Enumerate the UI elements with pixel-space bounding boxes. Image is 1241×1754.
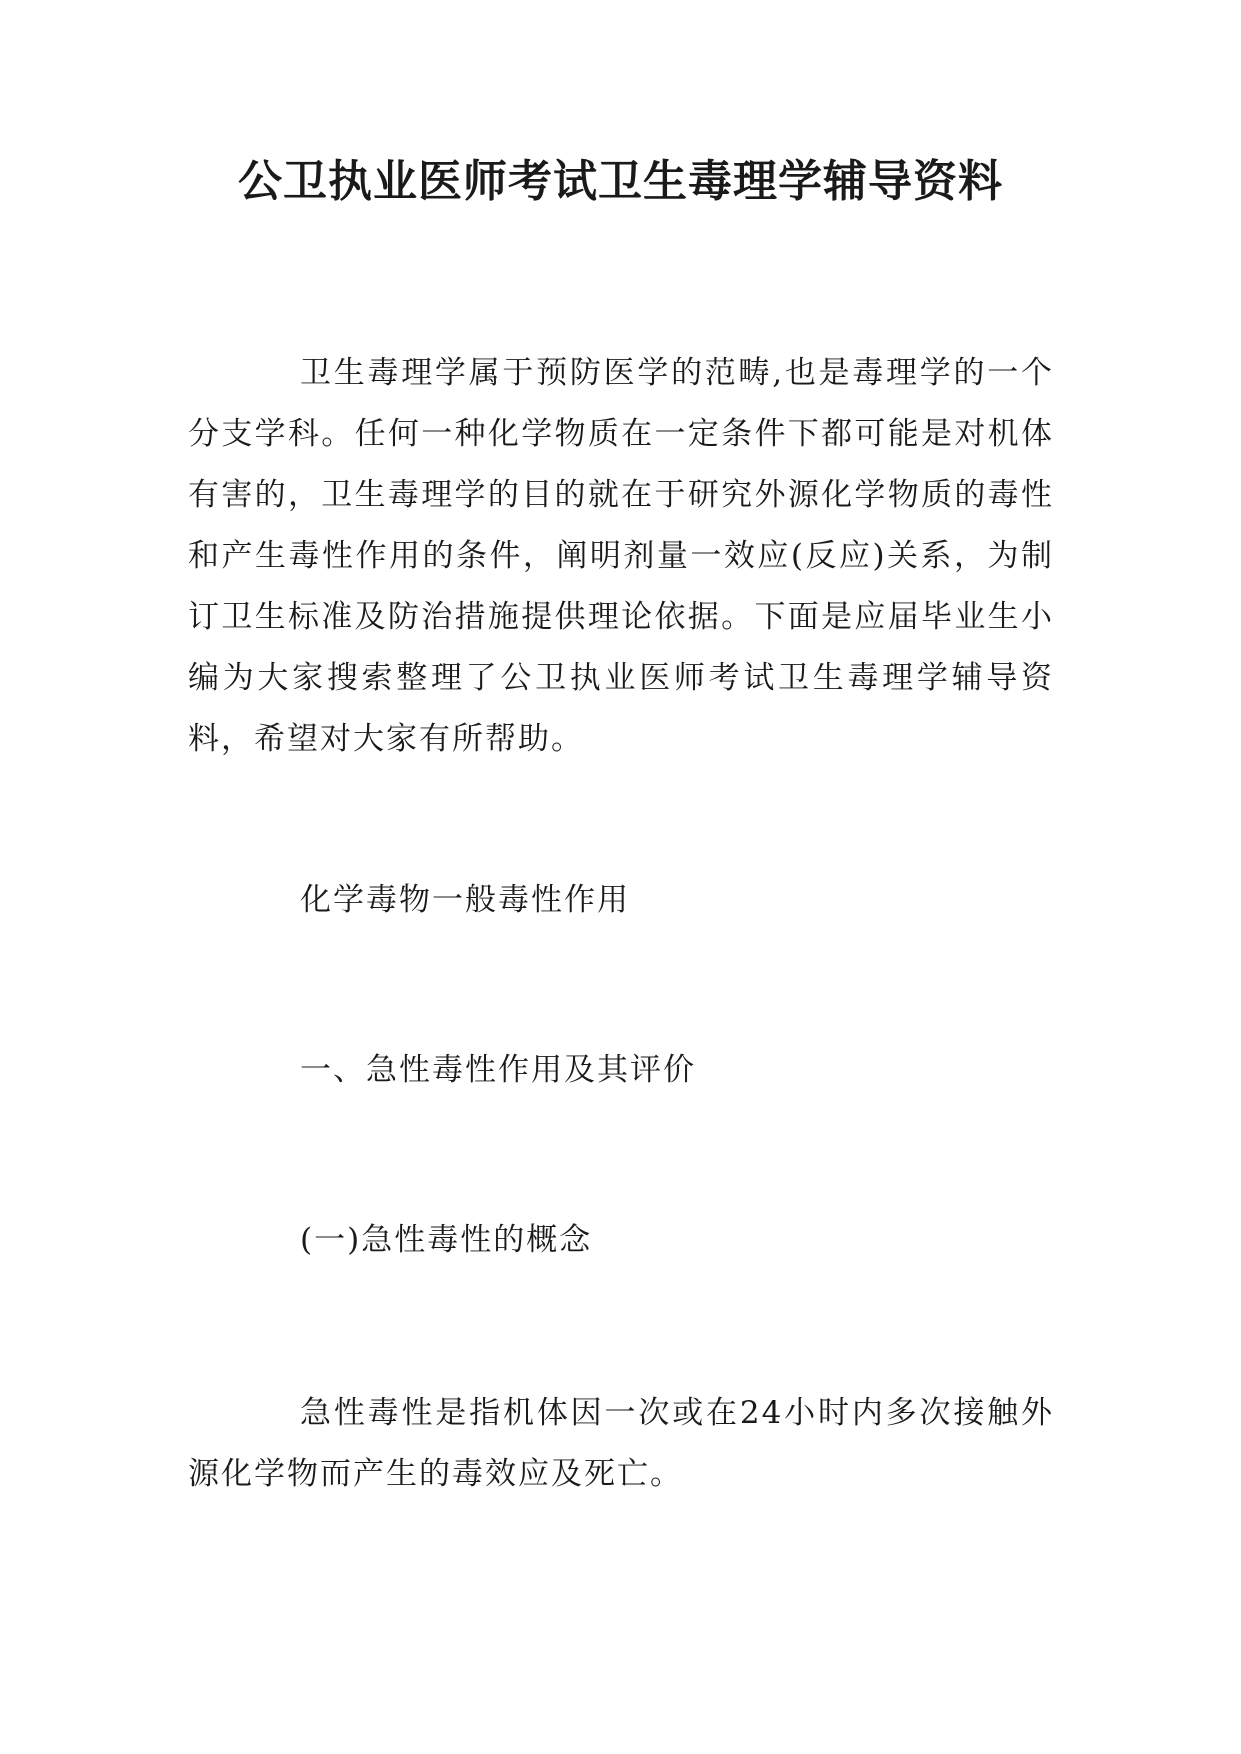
definition-paragraph: 急性毒性是指机体因一次或在24小时内多次接触外源化学物而产生的毒效应及死亡。 (188, 1395, 1054, 1492)
subsubsection-heading: (一)急性毒性的概念 (300, 1222, 593, 1258)
section-heading: 化学毒物一般毒性作用 (300, 882, 630, 918)
subsection-heading: 一、急性毒性作用及其评价 (300, 1052, 696, 1088)
document-title: 公卫执业医师考试卫生毒理学辅导资料 (238, 156, 1003, 207)
intro-paragraph: 卫生毒理学属于预防医学的范畴,也是毒理学的一个分支学科。任何一种化学物质在一定条件下都可能是对机体有害的，卫生毒理学的目的就在于研究外源化学物质的毒性和产生毒性作用的条件，阐明剂量一效应(反应)关系，为制订卫生标准及防治措施提供理论依据。下面是应届毕业生小编为大家搜索整理了公卫执业医师考试卫生毒理学辅导资料，希望对大家有所帮助。 (188, 355, 1054, 757)
